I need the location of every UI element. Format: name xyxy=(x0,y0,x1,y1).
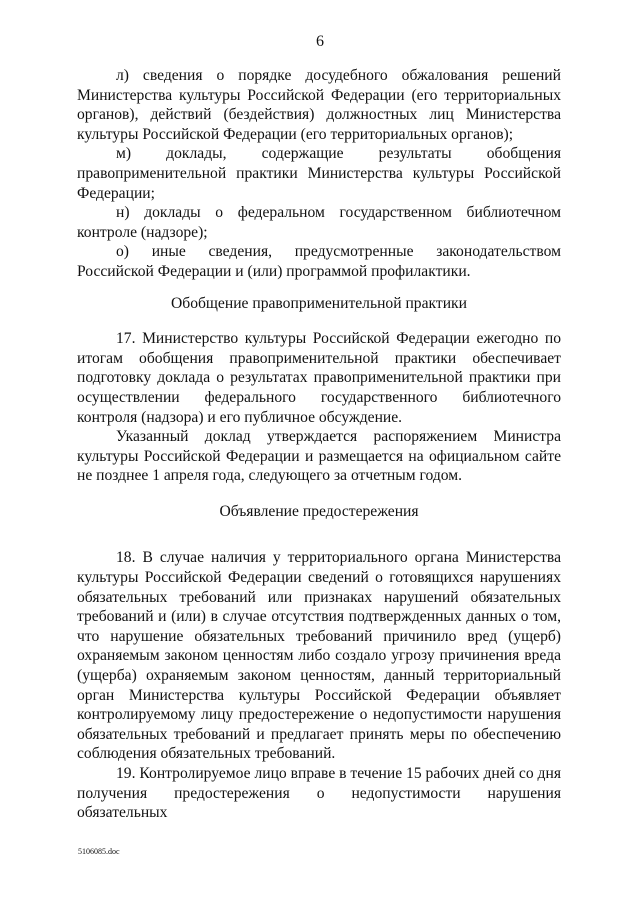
spacer xyxy=(77,521,561,548)
list-item-l: л) сведения о порядке досудебного обжалования решений Министерства культуры Российской Федерации (его территориальных органов), действий (бездействия) должностных лиц Министерства культуры Российской Федерации (его территориальных органов); xyxy=(77,67,561,143)
list-item-m: м) доклады, содержащие результаты обобщения правоприменительной практики Министерства культуры Российской Федерации; xyxy=(77,145,561,202)
page-number: 6 xyxy=(316,33,324,50)
section-heading-warning: Объявление предостережения xyxy=(219,502,419,520)
paragraph-18: 18. В случае наличия у территориального органа Министерства культуры Российской Федерации сведений о готовящихся нарушениях обязательных требований или признаках нарушений обязательных требований и (или) в случае отсутствия подтвержденных данных о том, что нарушение обязательных требований причинило вред (ущерб) охраняемым законом ценностям либо создало угрозу причинения вреда (ущерба) охраняемым законом ценностям, данный территориальный орган Министерства культуры Российской Федерации объявляет контролируемому лицу предостережение о недопустимости нарушения обязательных требований и предлагает принять меры по обеспечению соблюдения обязательных требований. xyxy=(77,549,561,763)
list-item-o: о) иные сведения, предусмотренные законодательством Российской Федерации и (или) программой профилактики. xyxy=(77,243,561,280)
paragraph-report-approval: Указанный доклад утверждается распоряжением Министра культуры Российской Федерации и размещается на официальном сайте не позднее 1 апреля года, следующего за отчетным годом. xyxy=(77,428,561,485)
spacer xyxy=(77,486,561,502)
section-heading-generalization: Обобщение правоприменительной практики xyxy=(171,294,467,312)
paragraph-17: 17. Министерство культуры Российской Федерации ежегодно по итогам обобщения правоприменительной практики обеспечивает подготовку доклада о результатах правоприменительной практики при осуществлении федерального государственного библиотечного контроля (надзора) и его публичное обсуждение. xyxy=(77,330,561,426)
document-code: 5106085.doc xyxy=(78,847,120,856)
document-body xyxy=(77,66,561,823)
spacer xyxy=(77,313,561,329)
list-item-n: н) доклады о федеральном государственном библиотечном контроле (надзоре); xyxy=(77,204,561,241)
paragraph-19: 19. Контролируемое лицо вправе в течение 15 рабочих дней со дня получения предостережения о недопустимости нарушения обязательных xyxy=(77,765,561,822)
spacer xyxy=(77,282,561,294)
